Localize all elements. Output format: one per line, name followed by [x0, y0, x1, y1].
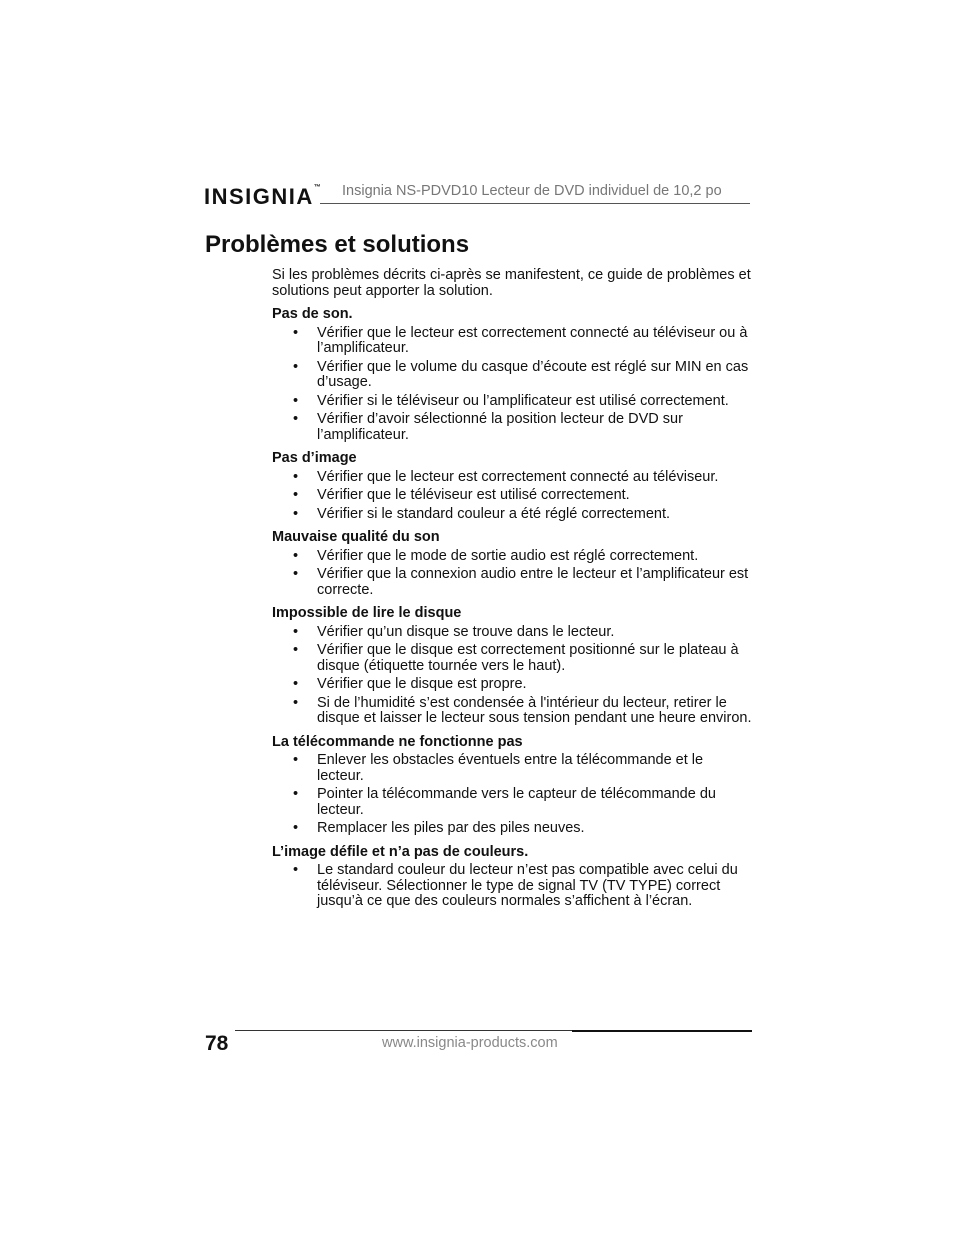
troubleshooting-content [272, 268, 752, 918]
list-item-text: Vérifier que le téléviseur est utilisé correctement. [317, 487, 630, 503]
insignia-logo: INSIGNIA™ [204, 184, 321, 209]
bullet-list [272, 549, 752, 599]
header-title: Insignia NS-PDVD10 Lecteur de DVD individuel de 10,2 po [342, 183, 722, 199]
section-heading: Impossible de lire le disque [272, 605, 462, 621]
list-item [272, 470, 752, 486]
bullet-icon: • [293, 566, 299, 582]
list-item-text: Vérifier que le mode de sortie audio est réglé correctement. [317, 547, 699, 564]
bullet-list [272, 470, 752, 523]
list-item [272, 488, 752, 504]
list-item [272, 394, 752, 410]
bullet-icon: • [293, 786, 299, 802]
list-item-text: Vérifier que le disque est propre. [317, 676, 527, 692]
list-item [272, 326, 752, 357]
bullet-icon: • [293, 505, 299, 522]
bullet-icon: • [293, 694, 299, 711]
bullet-list [272, 863, 752, 910]
section-heading: La télécommande ne fonctionne pas [272, 733, 523, 750]
bullet-icon: • [293, 623, 299, 640]
bullet-icon: • [293, 642, 299, 658]
bullet-icon: • [293, 324, 299, 341]
header-divider [320, 203, 750, 204]
bullet-icon: • [293, 752, 299, 768]
section-heading: Pas d’image [272, 450, 357, 466]
bullet-list [272, 753, 752, 837]
bullet-icon: • [293, 392, 299, 409]
list-item [272, 753, 752, 784]
list-item [272, 643, 752, 674]
section-heading: Mauvaise qualité du son [272, 529, 440, 545]
list-item [272, 625, 752, 641]
list-item-text: Vérifier que le lecteur est correctement connecté au téléviseur. [317, 468, 719, 485]
bullet-icon: • [293, 862, 299, 878]
section-heading: Pas de son. [272, 306, 353, 322]
list-item-text: Vérifier d’avoir sélectionné la position lecteur de DVD sur l’amplificateur. [317, 411, 683, 443]
list-item [272, 507, 752, 523]
bullet-icon: • [293, 487, 299, 503]
bullet-icon: • [293, 358, 299, 375]
list-item-text: Vérifier que le disque est correctement positionné sur le plateau à disque (étiquette tournée vers le haut). [317, 642, 739, 674]
page-number: 78 [205, 1032, 229, 1055]
list-item-text: Vérifier si le standard couleur a été réglé correctement. [317, 505, 671, 522]
section-heading: L’image défile et n’a pas de couleurs. [272, 843, 529, 860]
list-item [272, 677, 752, 693]
bullet-icon: • [293, 676, 299, 692]
list-item-text: Pointer la télécommande vers le capteur de télécommande du lecteur. [317, 786, 716, 818]
list-item-text: Si de l’humidité s’est condensée à l'intérieur du lecteur, retirer le disque et laisser le lecteur sous tension pendant une heure environ. [317, 694, 752, 726]
footer-url: www.insignia-products.com [382, 1035, 558, 1051]
list-item [272, 696, 752, 727]
list-item [272, 821, 752, 837]
list-item-text: Vérifier qu’un disque se trouve dans le lecteur. [317, 623, 615, 640]
list-item [272, 360, 752, 391]
footer-divider-accent [572, 1030, 752, 1032]
sections-container [272, 307, 752, 910]
list-item-text: Vérifier si le téléviseur ou l’amplificateur est utilisé correctement. [317, 392, 729, 409]
list-item-text: Vérifier que le volume du casque d’écoute est réglé sur MIN en cas d’usage. [317, 358, 749, 390]
bullet-icon: • [293, 547, 299, 564]
list-item [272, 863, 752, 910]
bullet-icon: • [293, 411, 299, 427]
list-item [272, 567, 752, 598]
list-item-text: Enlever les obstacles éventuels entre la télécommande et le lecteur. [317, 752, 704, 784]
bullet-icon: • [293, 468, 299, 485]
list-item [272, 787, 752, 818]
list-item-text: Vérifier que la connexion audio entre le lecteur et l’amplificateur est correcte. [317, 566, 749, 598]
list-item [272, 412, 752, 443]
list-item-text: Remplacer les piles par des piles neuves. [317, 820, 585, 836]
intro-paragraph: Si les problèmes décrits ci-après se manifestent, ce guide de problèmes et solutions peut apporter la solution. [272, 267, 751, 299]
list-item-text: Le standard couleur du lecteur n’est pas compatible avec celui du téléviseur. Sélectionner le type de signal TV (TV TYPE) correct jusqu’à ce que des couleurs normales s’affichent à l’écran. [317, 862, 738, 909]
bullet-list [272, 625, 752, 727]
page-title: Problèmes et solutions [205, 231, 470, 258]
list-item [272, 549, 752, 565]
list-item-text: Vérifier que le lecteur est correctement connecté au téléviseur ou à l’amplificateur. [317, 324, 748, 356]
bullet-list [272, 326, 752, 444]
bullet-icon: • [293, 820, 299, 836]
